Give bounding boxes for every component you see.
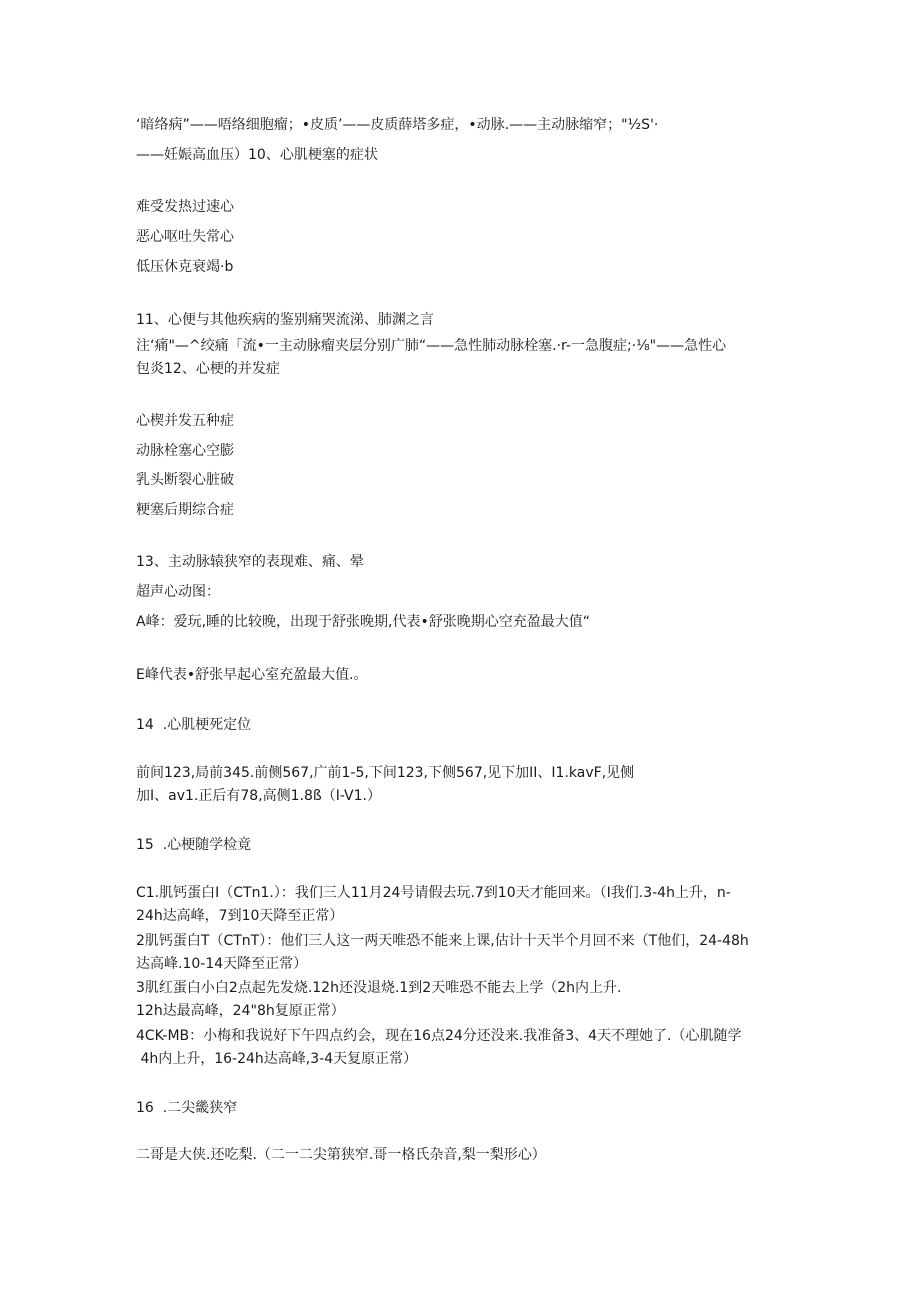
text-line: 4CK-MB：小梅和我说好下午四点约会，现在16点24分还没来.我准备3、4天不理她了.（心肌随学: [136, 1028, 742, 1044]
text-line: 前间123,局前345.前侧567,广前1-5,下间123,下侧567,见下加II、I1.kavF,见侧: [136, 765, 635, 781]
text-line: 注‘痛"—^绞痛「流•一主动脉瘤夹层分别广肺“——急性肺动脉栓塞.·r-一急腹症;·⅛"——急性心: [136, 338, 727, 354]
text-line: 24h达高峰，7到10天降至正常）: [136, 908, 344, 924]
text-line: C1.肌钙蛋白I（CTn1.）：我们三人11月24号请假去玩.7到10天才能回来。（I我们.3-4h上升，n-: [136, 885, 731, 901]
text-line: 低压休克衰竭·b: [136, 259, 234, 275]
section-heading: 15 .心梗随学检竟: [136, 837, 252, 853]
text-line: 超声心动图：: [136, 584, 220, 600]
text-line: 二哥是大侠.还吃梨.（二一二尖第狭窄.哥一格氏杂音,梨一梨形心）: [136, 1147, 546, 1163]
text-line: 动脉栓塞心空膨: [136, 443, 234, 459]
text-line: ——妊娠高血压）10、心肌梗塞的症状: [136, 147, 378, 163]
text-line: A峰：爱玩,睡的比较晚，出现于舒张晚期,代表•舒张晚期心空充盈最大值“: [136, 614, 590, 630]
section-heading: 16 .二尖畿狭窄: [136, 1100, 238, 1116]
text-line: 加I、av1.正后有78,高侧1.8ß（I-V1.）: [136, 788, 381, 804]
text-line: 包炎12、心梗的并发症: [136, 361, 280, 377]
text-line: 恶心呕吐失常心: [136, 229, 234, 245]
section-heading: 11、心便与其他疾病的鉴别痛哭流涕、肺渊之言: [136, 312, 434, 328]
section-heading: 13、主动脉辕狭窄的表现难、痛、晕: [136, 554, 364, 570]
text-line: 难受发热过速心: [136, 199, 234, 215]
text-line: 达高峰.10-14天降至正常）: [136, 956, 308, 972]
text-line: 2肌钙蛋白T（CTnT）：他们三人这一两天唯恐不能来上课,估计十天半个月回不来（T他们，24-48h: [136, 933, 749, 949]
text-line: 心楔并发五种症: [136, 413, 234, 429]
text-line: 4h内上升，16-24h达高峰,3-4天复原正常）: [136, 1051, 418, 1067]
text-line: 乳头断裂心脏破: [136, 472, 234, 488]
text-line: 粳塞后期综合症: [136, 502, 234, 518]
text-line: ‘暗络病”——唔络细胞瘤；•皮质’——皮质薛塔多症，•动脉.——主动脉缩窄；"½S'·: [136, 117, 659, 133]
text-line: 3肌红蛋白小白2点起先发烧.12h还没退烧.1到2天唯恐不能去上学（2h内上升.: [136, 980, 622, 996]
section-heading: 14 .心肌梗死定位: [136, 717, 252, 733]
text-line: 12h达最高峰，24"8h复原正常）: [136, 1003, 345, 1019]
text-line: E峰代表•舒张早起心室充盈最大值.。: [136, 667, 368, 683]
